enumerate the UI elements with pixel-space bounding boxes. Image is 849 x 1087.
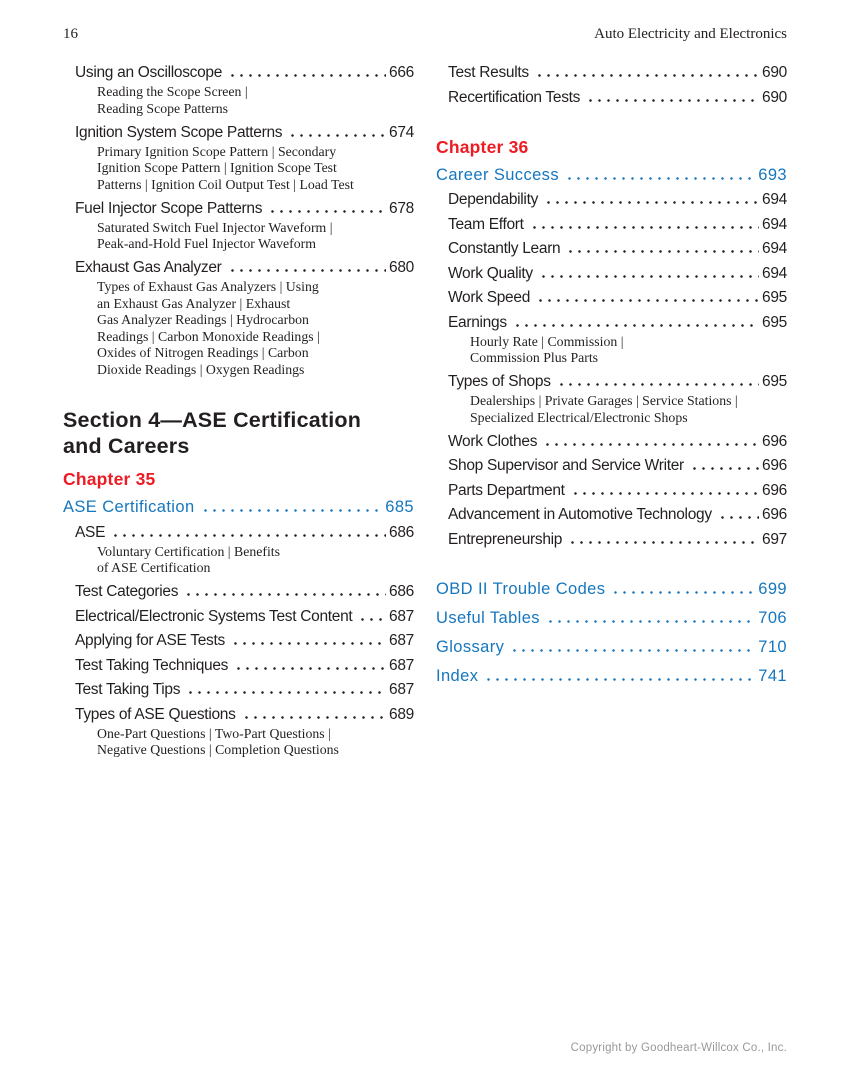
toc-entry [436, 608, 787, 628]
subtopics [63, 544, 414, 577]
subtopic-line: Patterns | Ignition Coil Output Test | Load Test [97, 176, 354, 192]
subtopic-line: Peak-and-Hold Fuel Injector Waveform [97, 236, 316, 251]
subtopic-line: Specialized Electrical/Electronic Shops [470, 409, 688, 425]
toc-entry [436, 505, 787, 524]
subtopic-line: Types of Exhaust Gas Analyzers | Using [97, 279, 319, 294]
toc-entry [436, 63, 787, 82]
toc-entry-title: Work Clothes [448, 432, 538, 450]
dot-leader [535, 74, 759, 77]
toc-entry-title: Types of ASE Questions [75, 705, 236, 723]
toc-entry-title: Recertification Tests [448, 88, 581, 106]
subtopic-line: Voluntary Certification | Benefits [97, 543, 280, 559]
toc-entry-title: Dependability [448, 191, 539, 208]
toc-page-number: 694 [762, 191, 787, 208]
dot-leader [568, 541, 759, 544]
copyright-notice: Copyright by Goodheart-Willcox Co., Inc. [570, 1042, 787, 1054]
section-heading [63, 407, 414, 459]
dot-leader [690, 467, 759, 470]
toc-page-number: 680 [389, 259, 414, 276]
dot-leader [228, 269, 387, 272]
toc-page-number: 699 [758, 579, 787, 598]
subtopic-line: Dealerships | Private Garages | Service Stations | [470, 393, 738, 408]
dot-leader [557, 383, 759, 386]
subtopics [436, 334, 787, 367]
section-heading-line: Section 4—ASE Certification [63, 408, 362, 432]
dot-leader [513, 324, 759, 327]
toc-entry [63, 631, 414, 650]
toc-entry [63, 656, 414, 675]
subtopic-line: Reading Scope Patterns [97, 100, 229, 116]
subtopics [63, 220, 414, 253]
toc-entry [436, 190, 787, 209]
toc-entry-title: Shop Supervisor and Service Writer [448, 457, 684, 474]
toc-entry-title: Useful Tables [436, 608, 540, 627]
dot-leader [565, 177, 755, 180]
toc-page-number: 694 [762, 264, 787, 282]
toc-entry [63, 123, 414, 142]
dot-leader [510, 649, 755, 652]
running-title: Auto Electricity and Electronics [594, 26, 787, 42]
toc-entry [436, 481, 787, 500]
toc-entry-title: Test Taking Tips [75, 681, 181, 698]
toc-page-number: 696 [762, 457, 787, 474]
toc-page-number: 678 [389, 199, 414, 217]
toc-page-number: 695 [762, 313, 787, 331]
toc-entry [63, 582, 414, 601]
subtopic-line: Hourly Rate | Commission | [470, 333, 624, 349]
toc-page-number: 696 [762, 432, 787, 450]
toc-entry-title: Work Speed [448, 289, 531, 306]
dot-leader [242, 716, 386, 719]
toc-entry-title: Index [436, 666, 479, 685]
toc-page-number: 687 [389, 681, 414, 698]
toc-entry-title: Career Success [436, 165, 559, 184]
dot-leader [228, 74, 386, 77]
dot-leader [571, 492, 759, 495]
toc-entry [436, 264, 787, 283]
toc-entry-title: Parts Department [448, 481, 565, 499]
subtopic-line: an Exhaust Gas Analyzer | Exhaust [97, 295, 291, 311]
dot-leader [566, 250, 759, 253]
dot-leader [530, 226, 759, 229]
toc-page-number: 689 [389, 705, 414, 723]
toc-entry [436, 88, 787, 107]
toc-page-number: 687 [389, 632, 414, 649]
toc-entry-title: Glossary [436, 637, 505, 656]
toc-page-number: 696 [762, 481, 787, 499]
toc-page-number: 685 [385, 498, 414, 516]
toc-page-number: 666 [389, 64, 414, 81]
subtopic-line: Saturated Switch Fuel Injector Waveform | [97, 219, 333, 235]
toc-entry-title: OBD II Trouble Codes [436, 579, 606, 598]
dot-leader [586, 99, 759, 102]
section-heading-line: and Careers [63, 434, 190, 458]
toc-entry [63, 63, 414, 82]
subtopic-line: of ASE Certification [97, 560, 211, 575]
toc-entry-title: Types of Shops [448, 373, 551, 390]
toc-page-number: 695 [762, 289, 787, 306]
dot-leader [288, 134, 386, 137]
subtopics [63, 84, 414, 117]
toc-entry [436, 666, 787, 686]
dot-leader [718, 516, 759, 519]
toc-entry [63, 497, 414, 517]
dot-leader [111, 534, 386, 537]
toc-entry-title: Test Results [448, 64, 529, 81]
toc-page-number: 695 [762, 373, 787, 390]
dot-leader [358, 618, 386, 621]
toc-entry [436, 372, 787, 391]
dot-leader [184, 593, 386, 596]
toc-page-number: 694 [762, 240, 787, 257]
toc-entry-title: Exhaust Gas Analyzer [75, 259, 222, 276]
toc-entry-title: Earnings [448, 313, 507, 331]
dot-leader [544, 201, 759, 204]
toc-page-number: 710 [758, 637, 787, 656]
toc-entry-title: Electrical/Electronic Systems Test Content [75, 607, 353, 625]
subtopic-line: Oxides of Nitrogen Readings | Carbon [97, 345, 309, 360]
toc-entry [436, 530, 787, 549]
subtopics [63, 279, 414, 378]
dot-leader [539, 275, 759, 278]
toc-entry [436, 215, 787, 234]
toc-entry [436, 239, 787, 258]
dot-leader [611, 591, 755, 594]
dot-leader [543, 443, 759, 446]
toc-entry [436, 456, 787, 475]
toc-page-number: 693 [758, 165, 787, 184]
toc-entry-title: Constantly Learn [448, 240, 561, 257]
page-header [63, 26, 787, 43]
toc-entry [63, 607, 414, 626]
subtopics [63, 726, 414, 759]
toc-entry [436, 165, 787, 185]
toc-entry-title: Entrepreneurship [448, 530, 563, 548]
dot-leader [201, 509, 383, 512]
toc-page-number: 706 [758, 608, 787, 627]
subtopic-line: Negative Questions | Completion Questions [97, 742, 339, 757]
toc-entry-title: Advancement in Automotive Technology [448, 506, 712, 523]
toc-page-number: 696 [762, 506, 787, 523]
table-of-contents [63, 55, 787, 763]
toc-column-right [436, 55, 787, 763]
subtopic-line: Gas Analyzer Readings | Hydrocarbon [97, 312, 309, 327]
toc-entry-title: Team Effort [448, 215, 524, 233]
dot-leader [234, 667, 386, 670]
subtopic-line: Readings | Carbon Monoxide Readings | [97, 328, 320, 344]
dot-leader [268, 210, 386, 213]
dot-leader [546, 620, 755, 623]
subtopic-line: Primary Ignition Scope Pattern | Secondary [97, 143, 337, 159]
toc-entry [436, 432, 787, 451]
subtopics [436, 393, 787, 426]
toc-entry [436, 313, 787, 332]
chapter-label: Chapter 35 [63, 469, 156, 489]
toc-page-number: 690 [762, 88, 787, 106]
toc-entry-title: ASE [75, 523, 106, 541]
dot-leader [484, 678, 755, 681]
subtopics [63, 144, 414, 194]
toc-entry-title: Fuel Injector Scope Patterns [75, 199, 263, 217]
toc-entry-title: ASE Certification [63, 498, 195, 516]
subtopic-line: Commission Plus Parts [470, 350, 599, 365]
toc-page-number: 697 [762, 530, 787, 548]
subtopic-line: One-Part Questions | Two-Part Questions | [97, 725, 331, 741]
toc-page-number: 686 [389, 583, 414, 600]
toc-page-number: 674 [389, 123, 414, 141]
toc-entry [63, 705, 414, 724]
dot-leader [186, 691, 386, 694]
dot-leader [536, 299, 759, 302]
toc-page-number: 687 [389, 607, 414, 625]
toc-entry [436, 579, 787, 599]
subtopic-line: Dioxide Readings | Oxygen Readings [97, 361, 305, 377]
toc-entry [63, 199, 414, 218]
dot-leader [231, 642, 386, 645]
toc-page-number: 741 [758, 666, 787, 685]
page-number: 16 [63, 26, 78, 42]
toc-entry-title: Test Categories [75, 583, 179, 600]
subtopic-line: Reading the Scope Screen | [97, 84, 248, 99]
toc-page-number: 687 [389, 656, 414, 674]
toc-entry-title: Work Quality [448, 264, 533, 282]
toc-entry [436, 288, 787, 307]
toc-entry-title: Using an Oscilloscope [75, 64, 223, 81]
subtopic-line: Ignition Scope Pattern | Ignition Scope Test [97, 160, 337, 175]
toc-page-number: 686 [389, 523, 414, 541]
toc-page-number: 690 [762, 64, 787, 81]
toc-entry [436, 637, 787, 657]
toc-entry-title: Ignition System Scope Patterns [75, 123, 283, 141]
toc-entry [63, 258, 414, 277]
toc-column-left [63, 55, 414, 763]
toc-entry [63, 680, 414, 699]
chapter-label: Chapter 36 [436, 136, 529, 157]
toc-entry-title: Test Taking Techniques [75, 656, 229, 674]
toc-page-number: 694 [762, 215, 787, 233]
toc-entry-title: Applying for ASE Tests [75, 632, 225, 649]
toc-entry [63, 523, 414, 542]
